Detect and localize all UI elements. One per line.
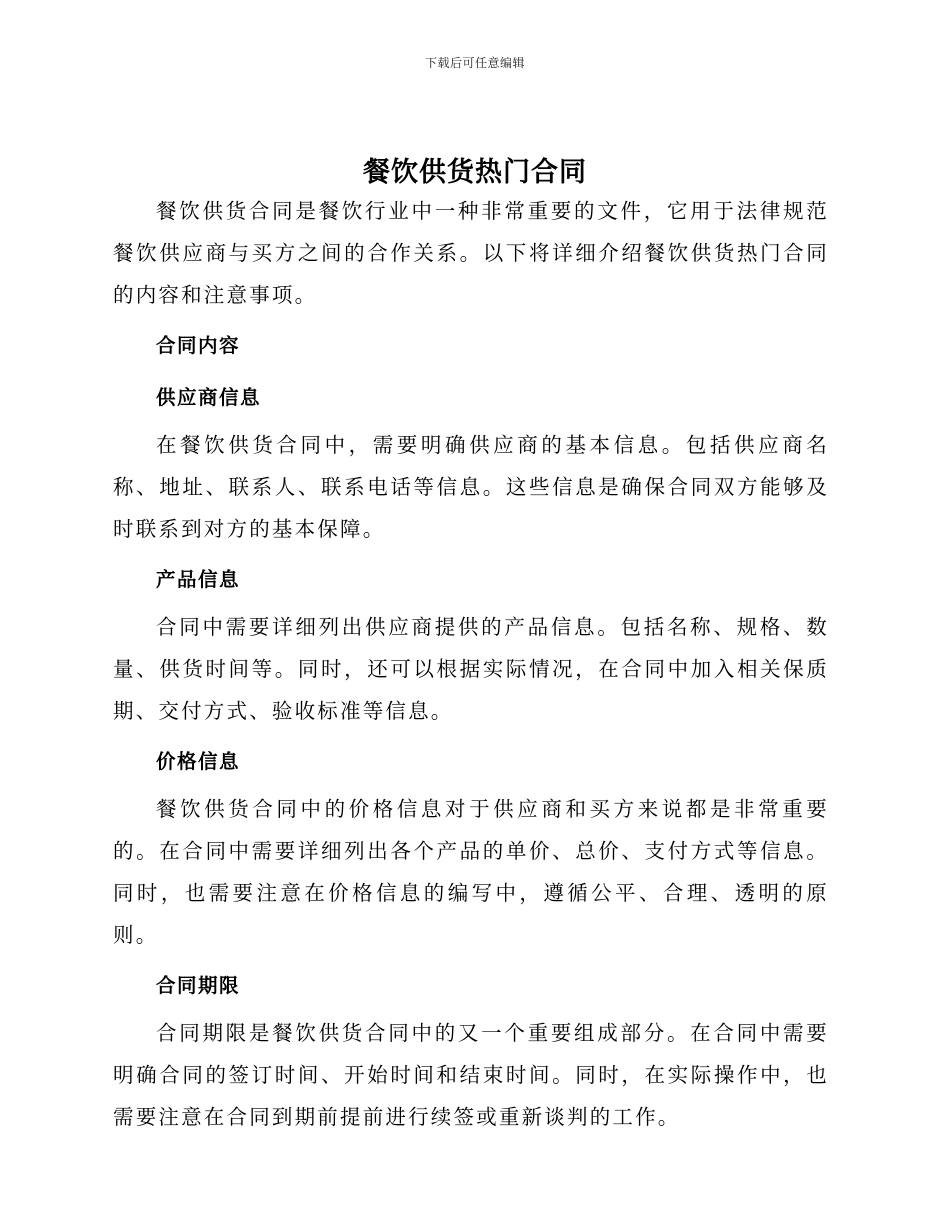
- section-body-supplier-info: 在餐饮供货合同中，需要明确供应商的基本信息。包括供应商名称、地址、联系人、联系电话等信息。这些信息是确保合同双方能够及时联系到对方的基本保障。: [113, 433, 829, 541]
- section-body-price-info: 餐饮供货合同中的价格信息对于供应商和买方来说都是非常重要的。在合同中需要详细列出各个产品的单价、总价、支付方式等信息。同时，也需要注意在价格信息的编写中，遵循公平、合理、透明的原则。: [113, 797, 829, 947]
- section-heading-product-info: 产品信息: [156, 568, 241, 591]
- section-heading-contract-term: 合同期限: [156, 974, 241, 997]
- document-body: [113, 190, 829, 1138]
- section-heading-price-info: 价格信息: [156, 750, 241, 773]
- header-note: 下载后可任意编辑: [424, 56, 525, 70]
- section-body-product-info: 合同中需要详细列出供应商提供的产品信息。包括名称、规格、数量、供货时间等。同时，还可以根据实际情况，在合同中加入相关保质期、交付方式、验收标准等信息。: [113, 615, 829, 723]
- intro-paragraph: 餐饮供货合同是餐饮行业中一种非常重要的文件，它用于法律规范餐饮供应商与买方之间的合作关系。以下将详细介绍餐饮供货热门合同的内容和注意事项。: [113, 199, 829, 307]
- document-title: 餐饮供货热门合同: [363, 157, 587, 188]
- section-body-contract-term: 合同期限是餐饮供货合同中的又一个重要组成部分。在合同中需要明确合同的签订时间、开始时间和结束时间。同时，在实际操作中，也需要注意在合同到期前提前进行续签或重新谈判的工作。: [113, 1021, 829, 1129]
- section-heading-contract-content: 合同内容: [156, 334, 241, 357]
- section-heading-supplier-info: 供应商信息: [156, 386, 262, 409]
